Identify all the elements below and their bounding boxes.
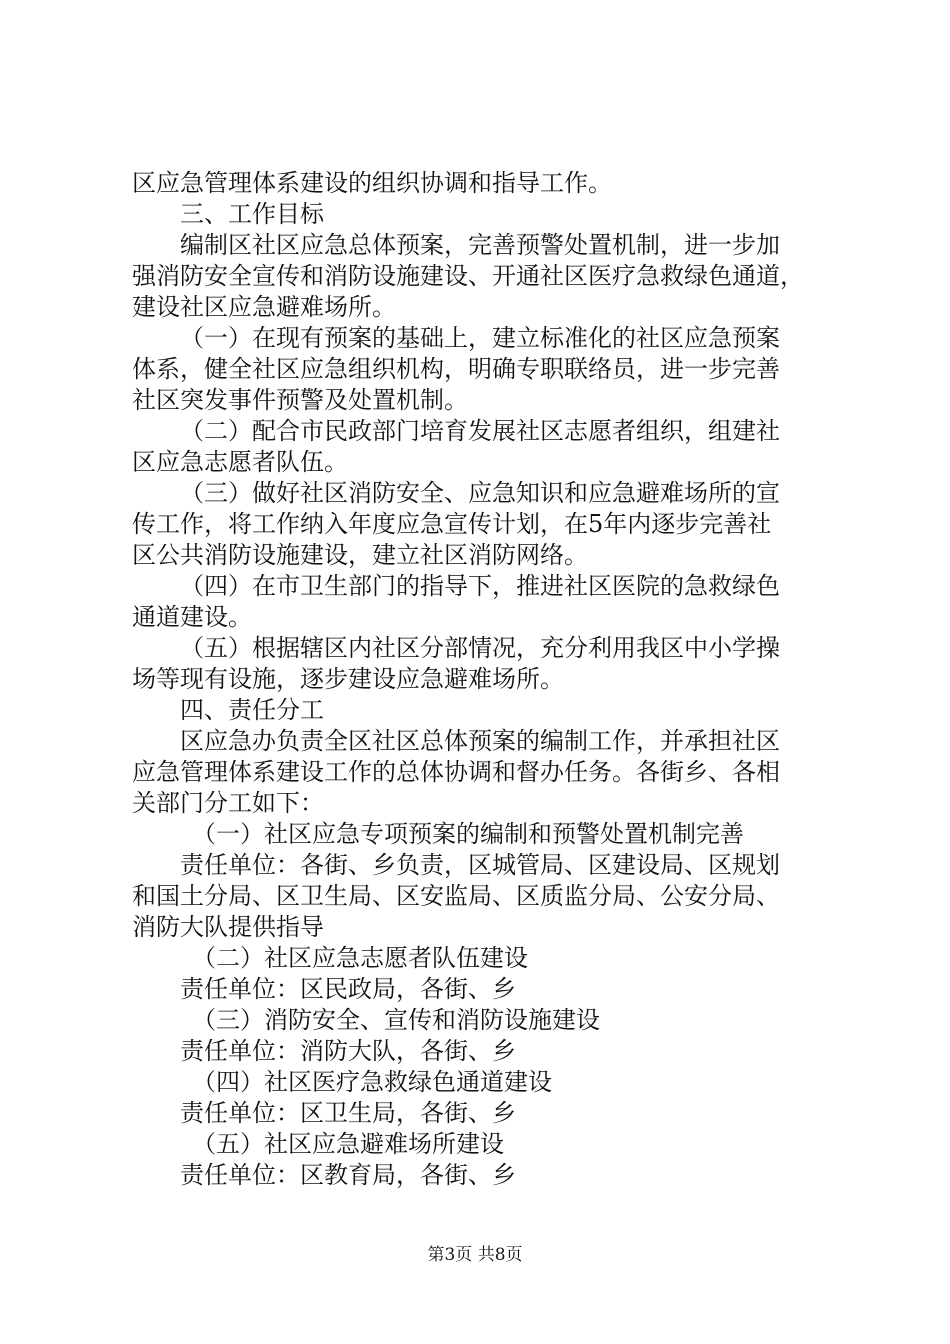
- text-line: 强消防安全宣传和消防设施建设、开通社区医疗急救绿色通道，: [132, 262, 804, 290]
- text-line: 四、责任分工: [180, 696, 324, 724]
- text-line: 传工作，将工作纳入年度应急宣传计划，在5年内逐步完善社: [132, 510, 772, 538]
- text-line: （一）在现有预案的基础上，建立标准化的社区应急预案: [180, 324, 780, 352]
- text-line: （五）社区应急避难场所建设: [192, 1130, 504, 1158]
- text-line: 体系，健全社区应急组织机构，明确专职联络员，进一步完善: [132, 355, 780, 383]
- text-line: 责任单位：消防大队，各街、乡: [180, 1037, 516, 1065]
- text-line: （三）消防安全、宣传和消防设施建设: [192, 1006, 600, 1034]
- text-line: 责任单位：区民政局，各街、乡: [180, 975, 516, 1003]
- text-line: （五）根据辖区内社区分部情况，充分利用我区中小学操: [180, 634, 780, 662]
- document-body: [132, 168, 832, 1191]
- text-line: 和国土分局、区卫生局、区安监局、区质监分局、公安分局、: [132, 882, 780, 910]
- text-line: 通道建设。: [132, 603, 252, 631]
- text-line: 区应急管理体系建设的组织协调和指导工作。: [132, 169, 612, 197]
- text-line: （一）社区应急专项预案的编制和预警处置机制完善: [192, 820, 744, 848]
- text-line: 社区突发事件预警及处置机制。: [132, 386, 468, 414]
- text-line: 建设社区应急避难场所。: [132, 293, 396, 321]
- text-line: 场等现有设施，逐步建设应急避难场所。: [132, 665, 564, 693]
- text-line: （二）社区应急志愿者队伍建设: [192, 944, 528, 972]
- text-line: 区应急办负责全区社区总体预案的编制工作，并承担社区: [180, 727, 780, 755]
- text-line: 区应急志愿者队伍。: [132, 448, 348, 476]
- page-number-footer: 第3页 共8页: [427, 1245, 523, 1265]
- text-line: 应急管理体系建设工作的总体协调和督办任务。各街乡、各相: [132, 758, 780, 786]
- text-line: （二）配合市民政部门培育发展社区志愿者组织，组建社: [180, 417, 780, 445]
- text-line: （四）社区医疗急救绿色通道建设: [192, 1068, 552, 1096]
- text-line: 区公共消防设施建设，建立社区消防网络。: [132, 541, 588, 569]
- text-line: （四）在市卫生部门的指导下，推进社区医院的急救绿色: [180, 572, 780, 600]
- text-line: 责任单位：区卫生局，各街、乡: [180, 1099, 516, 1127]
- text-line: 关部门分工如下：: [132, 789, 324, 817]
- text-line: 编制区社区应急总体预案，完善预警处置机制，进一步加: [180, 231, 780, 259]
- text-line: （三）做好社区消防安全、应急知识和应急避难场所的宣: [180, 479, 780, 507]
- text-line: 三、工作目标: [180, 200, 324, 228]
- text-line: 责任单位：区教育局，各街、乡: [180, 1161, 516, 1189]
- text-line: 责任单位：各街、乡负责，区城管局、区建设局、区规划: [180, 851, 780, 879]
- text-line: 消防大队提供指导: [132, 913, 324, 941]
